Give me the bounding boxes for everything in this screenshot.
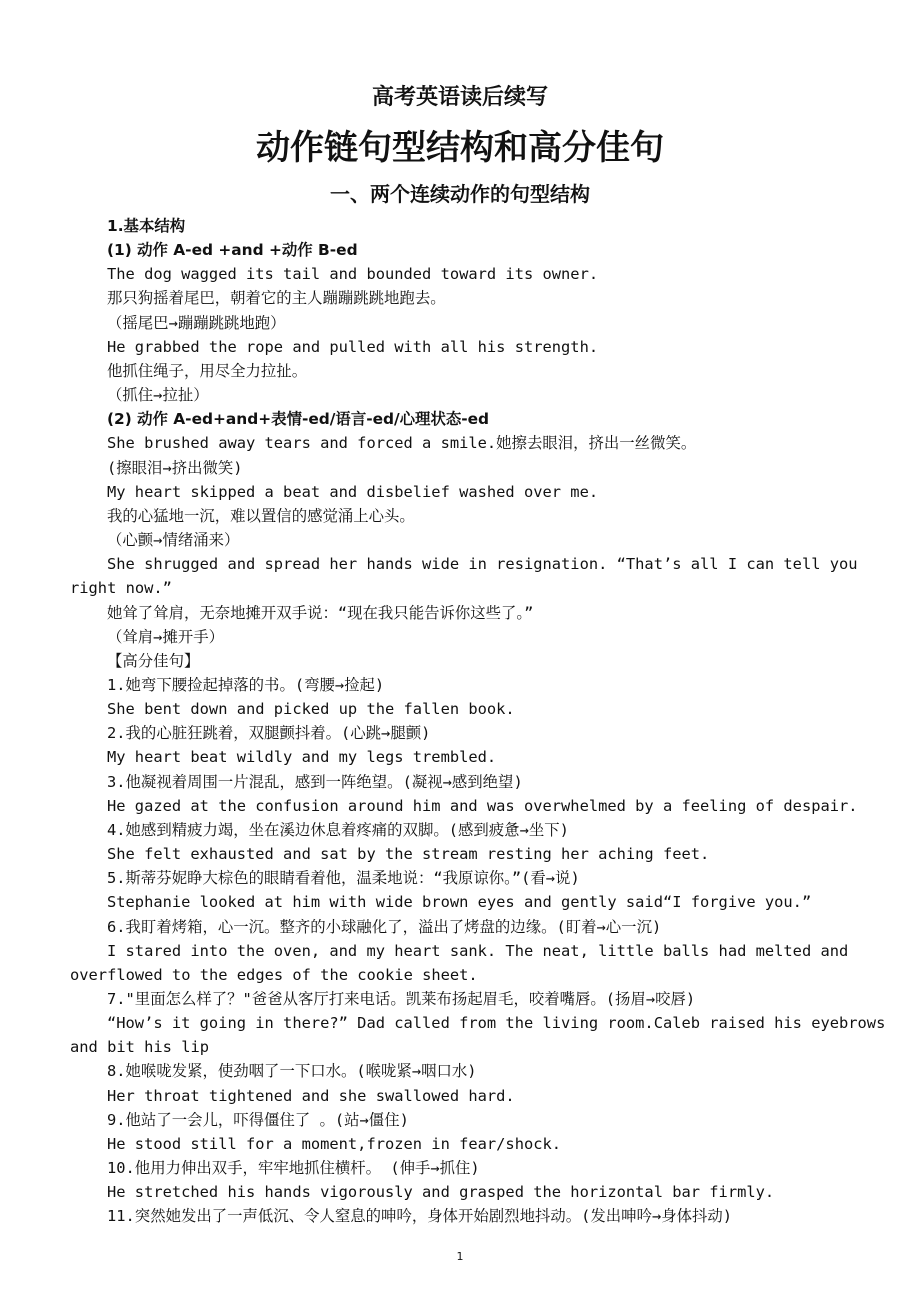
text-line: (擦眼泪→挤出微笑) [107, 458, 243, 477]
text-line: 她耸了耸肩，无奈地摊开双手说：“现在我只能告诉你这些了。” [107, 603, 534, 622]
text-line: He stood still for a moment,frozen in fear/shock. [107, 1134, 562, 1153]
text-line: She shrugged and spread her hands wide in resignation. “That’s all I can tell you right now.” [70, 555, 858, 598]
text-line: 那只狗摇着尾巴，朝着它的主人蹦蹦跳跳地跑去。 [107, 289, 446, 308]
text-line: I stared into the oven, and my heart sank. The neat, little balls had melted and overflowed to the edges of the cookie sheet. [70, 941, 849, 984]
text-line: 1.她弯下腰捡起掉落的书。(弯腰→捡起) [107, 675, 385, 694]
text-line: 他抓住绳子，用尽全力拉扯。 [107, 361, 308, 380]
text-line: Her throat tightened and she swallowed hard. [107, 1086, 515, 1105]
text-line: The dog wagged its tail and bounded toward its owner. [107, 265, 599, 284]
text-line: My heart beat wildly and my legs trembled. [107, 748, 497, 767]
text-line: 【高分佳句】 [107, 651, 200, 670]
text-line: 1.基本结构 [107, 217, 186, 235]
section-title: 一、两个连续动作的句型结构 [330, 182, 590, 206]
text-line: 6.我盯着烤箱，心一沉。整齐的小球融化了，溢出了烤盘的边缘。(盯着→心一沉) [107, 917, 662, 936]
text-line: 4.她感到精疲力竭，坐在溪边休息着疼痛的双脚。(感到疲惫→坐下) [107, 820, 569, 839]
text-line: 7."里面怎么样了？"爸爸从客厅打来电话。凯莱布扬起眉毛，咬着嘴唇。(扬眉→咬唇) [107, 990, 696, 1008]
text-line: My heart skipped a beat and disbelief washed over me. [107, 482, 599, 501]
text-line: He grabbed the rope and pulled with all his strength. [107, 337, 599, 356]
main-title: 动作链句型结构和高分佳句 [256, 128, 664, 168]
text-line: （心颤→情绪涌来） [107, 531, 240, 550]
text-line: She brushed away tears and forced a smile.她擦去眼泪，挤出一丝微笑。 [107, 434, 697, 453]
text-line: （抓住→拉扯） [107, 386, 209, 405]
document-title: 高考英语读后续写 [371, 85, 548, 110]
text-line: (1) 动作 A-ed +and +动作 B-ed [107, 241, 358, 260]
text-line: 3.他凝视着周围一片混乱，感到一阵绝望。(凝视→感到绝望) [107, 772, 523, 791]
text-line: (2) 动作 A-ed+and+表情-ed/语言-ed/心理状态-ed [107, 410, 490, 429]
text-line: 10.他用力伸出双手，牢牢地抓住横杆。 (伸手→抓住) [107, 1159, 480, 1178]
document-body [70, 214, 910, 1229]
text-line: （摇尾巴→蹦蹦跳跳地跑） [107, 313, 286, 332]
text-line: She felt exhausted and sat by the stream resting her aching feet. [107, 845, 710, 864]
text-line: 9.他站了一会儿，吓得僵住了 。(站→僵住) [107, 1110, 409, 1129]
text-line: 11.突然她发出了一声低沉、令人窒息的呻吟，身体开始剧烈地抖动。(发出呻吟→身体抖动) [107, 1207, 733, 1226]
text-line: （耸肩→摊开手） [107, 627, 225, 646]
page-number: 1 [456, 1250, 464, 1263]
text-line: He gazed at the confusion around him and was overwhelmed by a feeling of despair. [107, 796, 858, 815]
text-line: 5.斯蒂芬妮睁大棕色的眼睛看着他，温柔地说：“我原谅你。”(看→说) [107, 869, 580, 888]
text-line: He stretched his hands vigorously and grasped the horizontal bar firmly. [107, 1183, 775, 1202]
text-line: 8.她喉咙发紧，使劲咽了一下口水。(喉咙紧→咽口水) [107, 1062, 477, 1081]
text-line: 2.我的心脏狂跳着，双腿颤抖着。(心跳→腿颤) [107, 724, 431, 743]
text-line: “How’s it going in there?” Dad called from the living room.Caleb raised his eyebrows and bit his lip [70, 1014, 886, 1057]
text-line: She bent down and picked up the fallen book. [107, 700, 515, 719]
text-line: Stephanie looked at him with wide brown eyes and gently said“I forgive you.” [107, 893, 812, 912]
text-line: 我的心猛地一沉，难以置信的感觉涌上心头。 [107, 506, 415, 525]
